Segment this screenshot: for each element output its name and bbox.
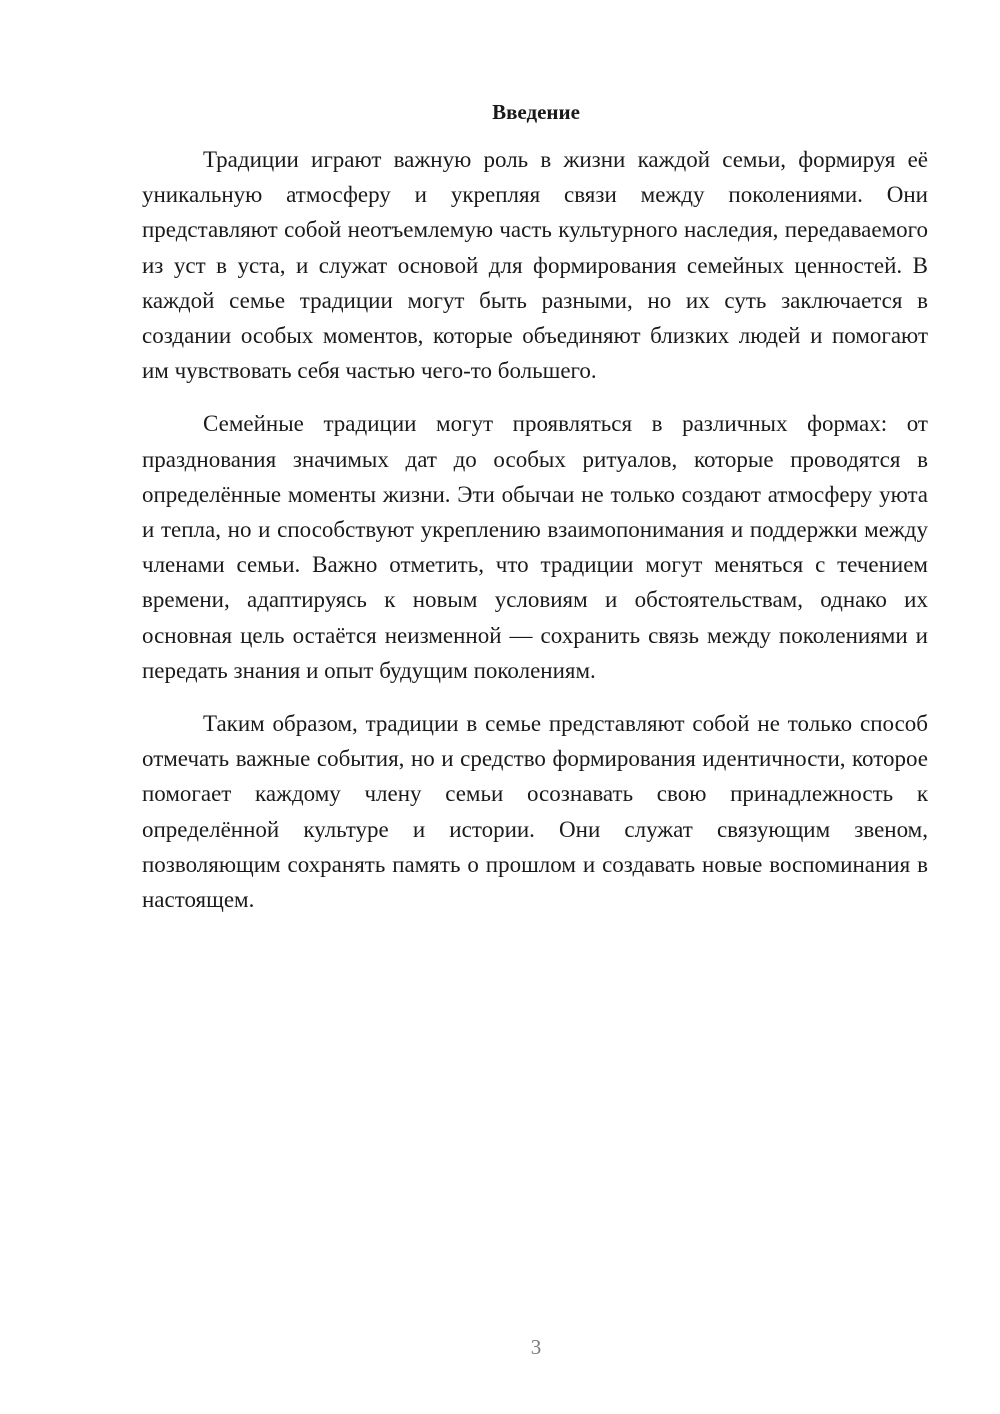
paragraph-3: Таким образом, традиции в семье представляют собой не только способ отмечать важные события, но и средство формирования идентичности, которое помогает каждому члену семьи осознавать свою принадлежность к определённой культуре и истории. Они служат связующим звеном, позволяющим сохранять память о прошлом и создавать новые воспоминания в настоящем. [142,711,928,913]
paragraph-2: Семейные традиции могут проявляться в различных формах: от празднования значимых дат до особых ритуалов, которые проводятся в определённые моменты жизни. Эти обычаи не только создают атмосферу уюта и тепла, но и способствуют укреплению взаимопонимания и поддержки между членами семьи. Важно отметить, что традиции могут меняться с течением времени, адаптируясь к новым условиям и обстоятельствам, однако их основная цель остаётся неизменной — сохранить связь между поколениями и передать знания и опыт будущим поколениям. [142,411,928,683]
page-number: 3 [530,1335,542,1359]
section-heading: Введение [492,100,580,124]
paragraph-1: Традиции играют важную роль в жизни каждой семьи, формируя её уникальную атмосферу и укрепляя связи между поколениями. Они представляют собой неотъемлемую часть культурного наследия, передаваемого из уст в уста, и служат основой для формирования семейных ценностей. В каждой семье традиции могут быть разными, но их суть заключается в создании особых моментов, которые объединяют близких людей и помогают им чувствовать себя частью чего-то большего. [142,147,928,384]
body-text [142,142,928,935]
